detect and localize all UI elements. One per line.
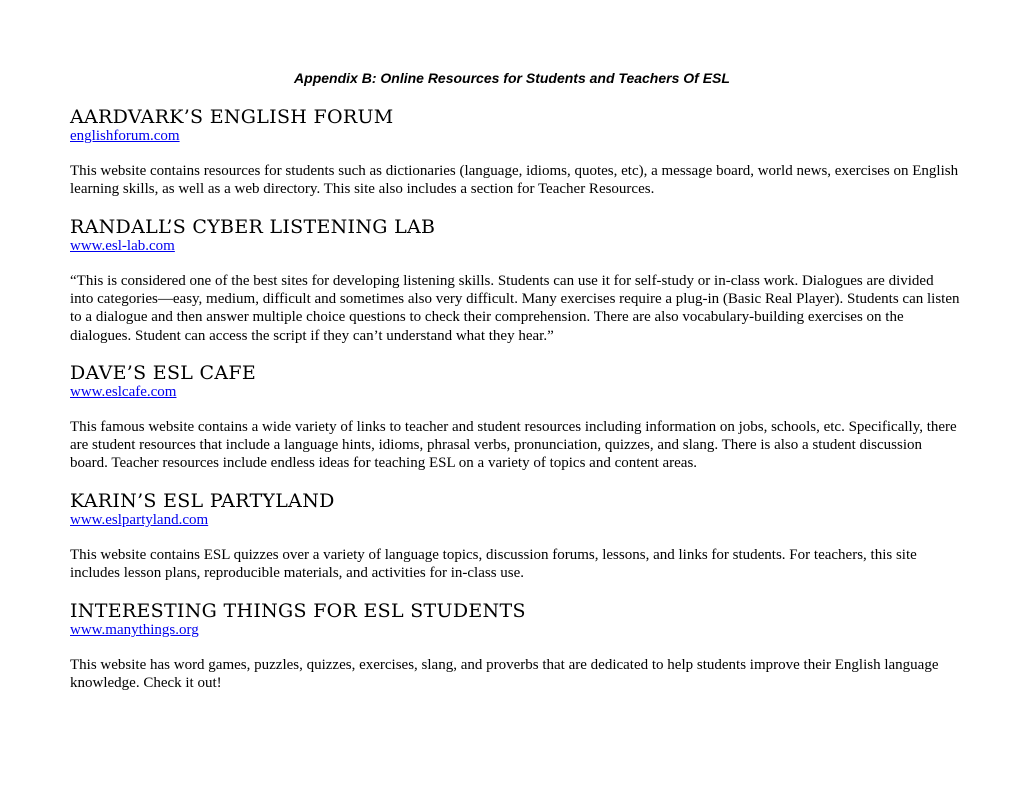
resource-link[interactable]: englishforum.com: [70, 128, 180, 144]
resource-daves-esl-cafe: [70, 363, 960, 473]
resource-title: INTERESTING THINGS FOR ESL STUDENTS: [70, 600, 526, 622]
page-title: Appendix B: Online Resources for Students and Teachers Of ESL: [294, 70, 730, 86]
resource-title: DAVE’S ESL CAFE: [70, 362, 257, 384]
resource-link[interactable]: www.esl-lab.com: [70, 238, 175, 254]
resource-title: KARIN’S ESL PARTYLAND: [70, 490, 335, 512]
resource-randalls-cyber-listening-lab: [70, 217, 960, 345]
resource-karins-esl-partyland: [70, 491, 960, 582]
resource-description: “This is considered one of the best sites for developing listening skills. Students can use it for self-study or in-class work. Dialogues are divided into categories—easy, medium, difficult and sometimes also very difficult. Many exercises require a plug-in (Basic Real Player). Students can listen to a dialogue and then answer multiple choice questions to check their comprehension. There are also vocabulary-building exercises on the dialogues. Student can access the script if they can’t understand what they hear.”: [70, 273, 960, 344]
resource-link[interactable]: www.eslpartyland.com: [70, 512, 209, 528]
resource-description: This website contains ESL quizzes over a variety of language topics, discussion forums, lessons, and links for students. For teachers, this site includes lesson plans, reproducible materials, and activities for in-class use.: [70, 547, 917, 582]
resource-description: This famous website contains a wide variety of links to teacher and student resources including information on jobs, schools, etc. Specifically, there are student resources that include a language hints, idioms, phrasal verbs, pronunciation, quizzes, and slang. There is also a student discussion board. Teacher resources include endless ideas for teaching ESL on a variety of topics and content areas.: [70, 419, 957, 472]
resource-description: This website contains resources for students such as dictionaries (language, idioms, quotes, etc), a message board, world news, exercises on English learning skills, as well as a web directory. This site also includes a section for Teacher Resources.: [70, 163, 959, 198]
resource-link[interactable]: www.manythings.org: [70, 622, 199, 638]
resource-title: RANDALL’S CYBER LISTENING LAB: [70, 216, 436, 238]
resource-aardvark-english-forum: [70, 107, 960, 198]
resource-link[interactable]: www.eslcafe.com: [70, 384, 177, 400]
resource-title: AARDVARK’S ENGLISH FORUM: [70, 106, 394, 128]
resource-interesting-things-for-esl-students: [70, 601, 960, 692]
resource-description: This website has word games, puzzles, quizzes, exercises, slang, and proverbs that are dedicated to help students improve their English language knowledge. Check it out!: [70, 657, 939, 692]
